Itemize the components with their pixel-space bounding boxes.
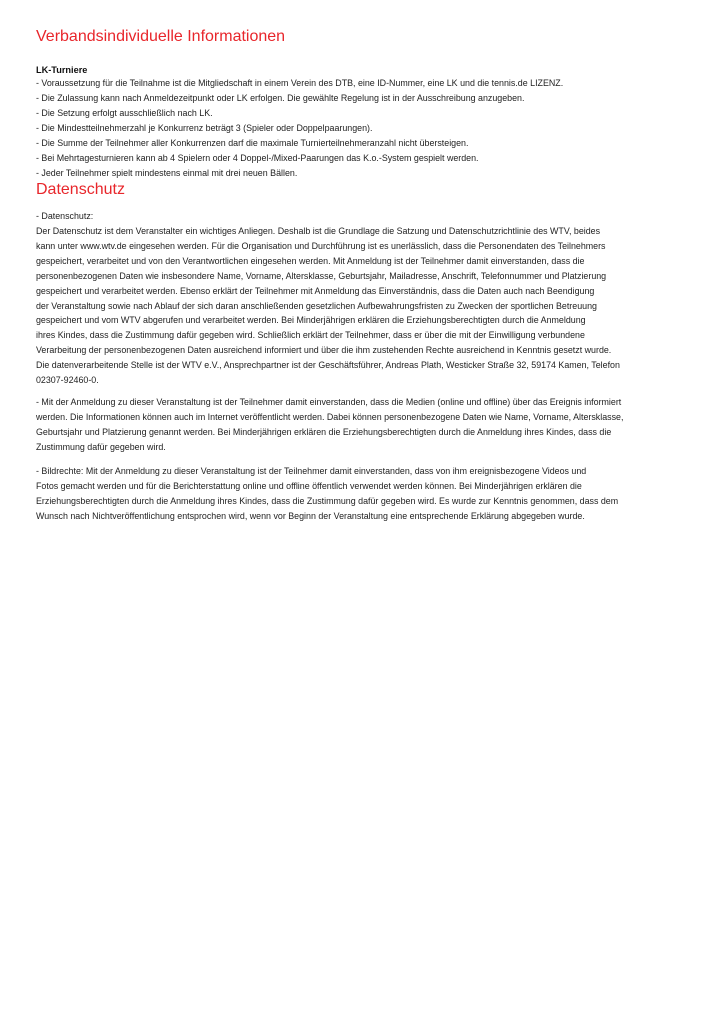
text-line: - Datenschutz: [36, 211, 94, 221]
text-line: kann unter www.wtv.de eingesehen werden. Für die Organisation und Durchführung ist es unerlässlich, dass die Personendaten des Teilnehmers [36, 240, 606, 251]
list-item: - Bei Mehrtagesturnieren kann ab 4 Spielern oder 4 Doppel-/Mixed-Paarungen das K.o.-System gespielt werden. [36, 153, 479, 163]
bildrechte-paragraph [36, 464, 700, 524]
text-line: - Mit der Anmeldung zu dieser Veranstaltung ist der Teilnehmer damit einverstanden, dass die Medien (online und offline) über das Ereignis informiert [36, 397, 622, 407]
list-item: - Voraussetzung für die Teilnahme ist die Mitgliedschaft in einem Verein des DTB, eine ID-Nummer, eine LK und die tennis.de LIZENZ. [36, 78, 564, 88]
text-line: personenbezogenen Daten wie insbesondere Name, Vorname, Altersklasse, Geburtsjahr, Mailadresse, Anschrift, Telefonnummer und Platzierung [36, 270, 607, 281]
list-item: - Die Setzung erfolgt ausschließlich nach LK. [36, 108, 213, 118]
text-line: gespeichert und vom WTV abgerufen und verarbeitet werden. Bei Minderjährigen erklären die Erziehungsberechtigten durch die Anmeldung [36, 315, 586, 326]
list-item: - Die Mindestteilnehmerzahl je Konkurrenz beträgt 3 (Spieler oder Doppelpaarungen). [36, 123, 373, 133]
text-line: - Bildrechte: Mit der Anmeldung zu dieser Veranstaltung ist der Teilnehmer damit einverstanden, dass von ihm ereignisbezogene Videos und [36, 466, 587, 476]
datenschutz-paragraph [36, 224, 700, 388]
verband-heading: Verbandsindividuelle Informationen [36, 28, 286, 45]
text-line: gespeichert und verarbeitet werden. Ebenso erklärt der Teilnehmer mit Anmeldung das Einverständnis, dass die Daten auch nach Beendigung [36, 285, 595, 296]
text-line: Erziehungsberechtigten durch die Anmeldung ihres Kindes, dass die Zustimmung dafür gegeben wird. Es wurde zur Kenntnis genommen, dass dem [36, 495, 619, 506]
list-item: - Die Zulassung kann nach Anmeldezeitpunkt oder LK erfolgen. Die gewählte Regelung ist in der Ausschreibung anzugeben. [36, 93, 525, 103]
text-line: Wunsch nach Nichtveröffentlichung entsprochen wird, wenn vor Beginn der Veranstaltung eine entsprechende Erklärung abgegeben wurde. [36, 510, 585, 521]
text-line: Zustimmung dafür gegeben wird. [36, 441, 166, 452]
text-line: ihres Kindes, dass die Zustimmung dafür gegeben wird. Schließlich erklärt der Teilnehmer, dass er über die mit der Einwilligung verbundene [36, 330, 585, 341]
lk-turniere-subheading: LK-Turniere [36, 65, 88, 75]
text-line: Fotos gemacht werden und für die Berichterstattung online und offline öffentlich verwendet werden können. Bei Minderjährigen erklären die [36, 480, 582, 491]
text-line: Geburtsjahr und Platzierung genannt werden. Bei Minderjährigen erklären die Erziehungsberechtigten durch die Anmeldung ihres Kindes, dass die [36, 426, 612, 437]
datenschutz-label [36, 209, 700, 224]
text-line: werden. Die Informationen können auch im Internet veröffentlicht werden. Dabei können personenbezogene Daten wie Name, Vorname, Altersklasse, [36, 411, 624, 422]
datenschutz-heading: Datenschutz [36, 181, 125, 198]
text-line: Die datenverarbeitende Stelle ist der WTV e.V., Ansprechpartner ist der Geschäftsführer, Andreas Plath, Westicker Straße 32, 59174 Kamen, Telefon [36, 360, 620, 371]
list-item: - Die Summe der Teilnehmer aller Konkurrenzen darf die maximale Turnierteilnehmeranzahl nicht übersteigen. [36, 138, 469, 148]
lk-rules-list [36, 76, 563, 181]
list-item: - Jeder Teilnehmer spielt mindestens einmal mit drei neuen Bällen. [36, 168, 298, 178]
text-line: gespeichert, verarbeitet und von den Verantwortlichen eingesehen werden. Mit Anmeldung ist der Teilnehmer damit einverstanden, dass die [36, 255, 585, 266]
text-line: der Veranstaltung sowie nach Ablauf der sich daran anschließenden gesetzlichen Aufbewahrungsfristen zu Zwecken der sportlichen Betreuung [36, 300, 597, 311]
text-line: 02307-92460-0. [36, 375, 99, 386]
medien-paragraph [36, 395, 700, 455]
text-line: Verarbeitung der personenbezogenen Daten ausreichend informiert und über die ihm zustehenden Rechte ausreichend in Kenntnis gesetzt wurde. [36, 345, 612, 356]
text-line: Der Datenschutz ist dem Veranstalter ein wichtiges Anliegen. Deshalb ist die Grundlage die Satzung und Datenschutzrichtlinie des WTV, beides [36, 226, 601, 236]
